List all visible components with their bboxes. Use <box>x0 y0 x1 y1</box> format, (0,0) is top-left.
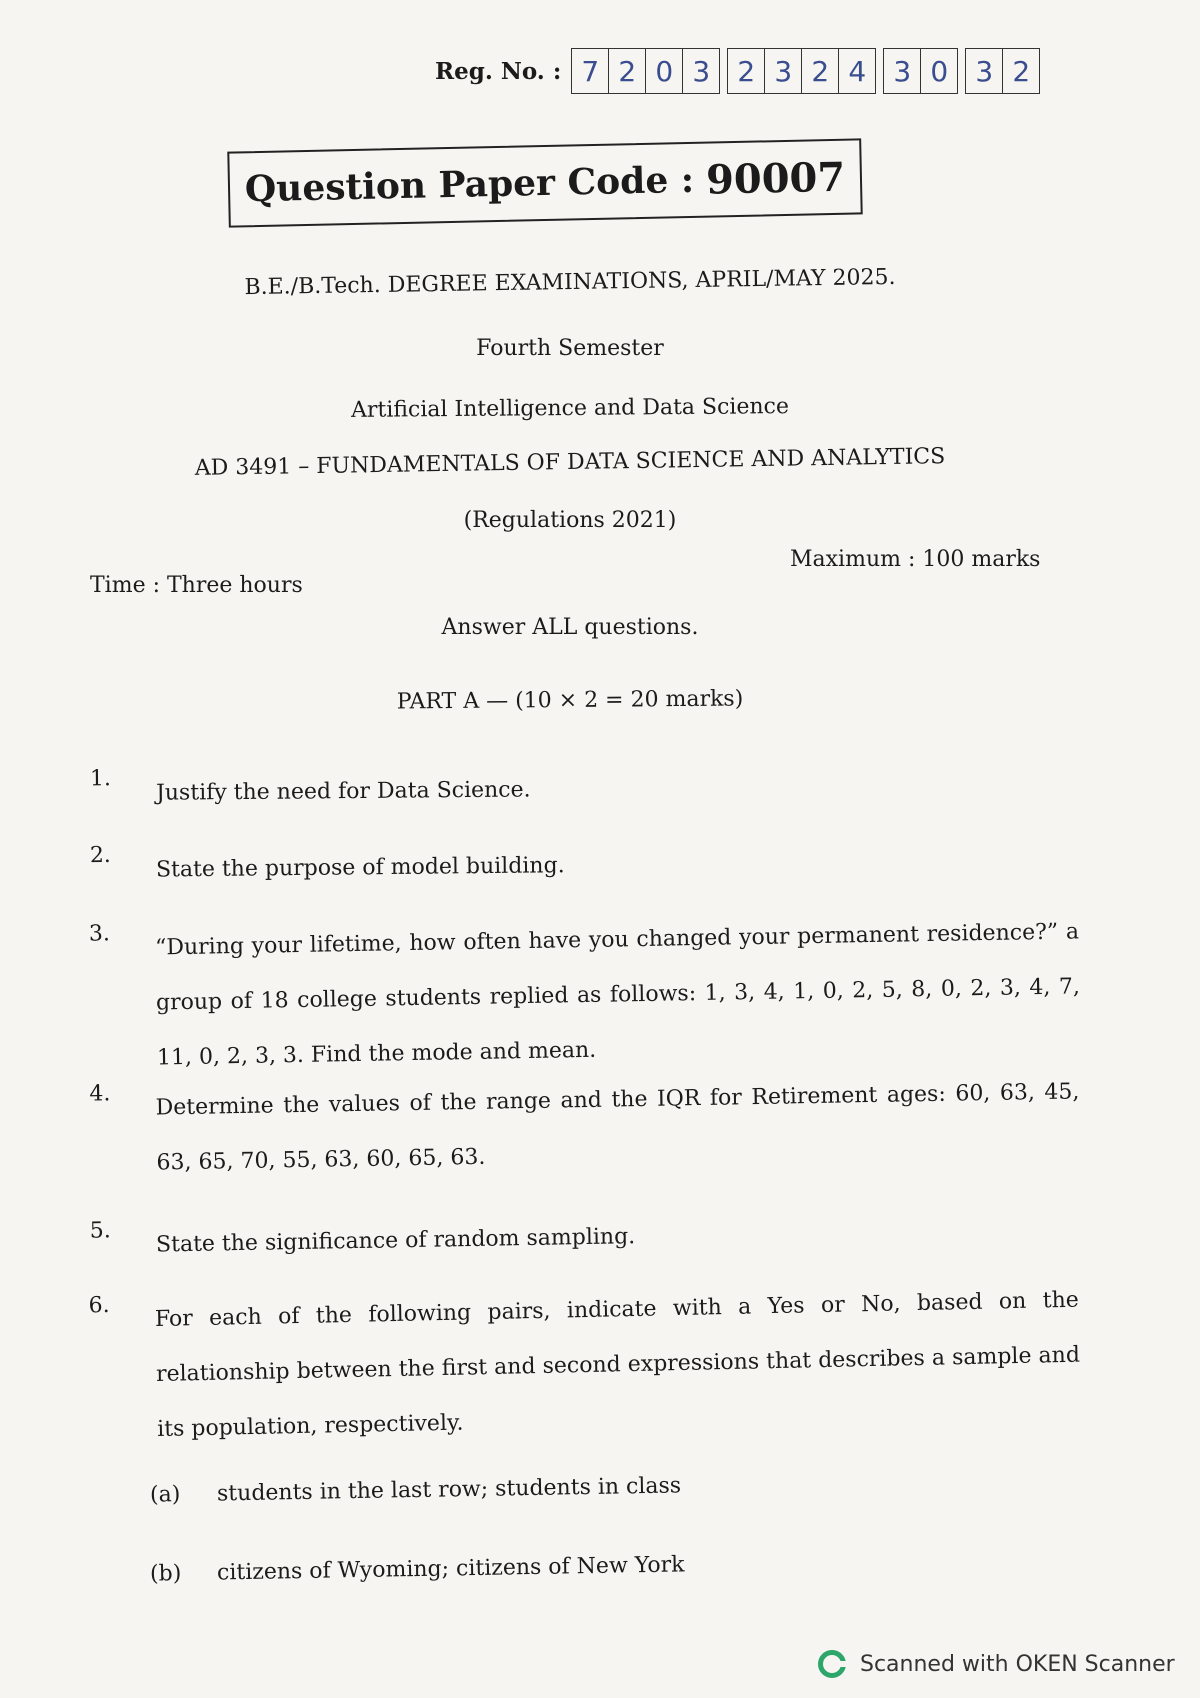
part-heading: PART A — (10 × 2 = 20 marks) <box>396 686 744 715</box>
reg-no-label: Reg. No. : <box>435 57 562 85</box>
reg-no-boxes <box>571 48 1039 94</box>
question <box>88 1273 1081 1459</box>
reg-digit: 2 <box>801 48 839 94</box>
reg-digit: 3 <box>764 48 802 94</box>
reg-digit: 2 <box>727 48 765 94</box>
reg-digit: 0 <box>645 48 683 94</box>
question-text: State the purpose of model building. <box>155 853 565 883</box>
question-number: 3. <box>88 921 111 947</box>
question-text: Determine the values of the range and the IQR for Retirement ages: 60, 63, 45, 63, 65, 70, 55, 63, 60, 65, 63. <box>155 1079 1080 1176</box>
question-number: 2. <box>89 842 111 869</box>
question <box>90 758 1080 822</box>
subject: AD 3491 – FUNDAMENTALS OF DATA SCIENCE AND ANALYTICS <box>194 444 946 481</box>
reg-digit: 2 <box>608 48 646 94</box>
subpart-text: students in the last row; students in class <box>216 1473 682 1507</box>
subpart <box>150 1552 685 1586</box>
subpart-text: citizens of Wyoming; citizens of New York <box>216 1552 685 1586</box>
time: Time : Three hours <box>90 573 303 598</box>
reg-digit: 3 <box>682 48 720 94</box>
instruction: Answer ALL questions. <box>441 615 699 640</box>
exam-title: B.E./B.Tech. DEGREE EXAMINATIONS, APRIL/MAY 2025. <box>244 264 896 301</box>
reg-digit: 2 <box>1002 48 1040 94</box>
scanner-logo-icon <box>818 1650 846 1678</box>
reg-digit: 4 <box>838 48 876 94</box>
branch: Artificial Intelligence and Data Science <box>350 394 790 423</box>
question-text: State the significance of random sampling. <box>155 1224 636 1258</box>
question-number: 5. <box>89 1218 112 1244</box>
semester: Fourth Semester <box>476 336 664 361</box>
scanner-watermark <box>818 1650 1175 1678</box>
subpart-label: (a) <box>149 1482 181 1508</box>
maximum-marks: Maximum : 100 marks <box>790 547 1041 572</box>
question <box>90 833 1081 898</box>
subpart-label: (b) <box>149 1561 182 1587</box>
question-paper-code <box>227 138 862 227</box>
subpart <box>150 1473 681 1507</box>
code-value: 90007 <box>705 153 846 204</box>
question-number: 4. <box>89 1081 111 1107</box>
question <box>89 1064 1081 1191</box>
reg-digit: 3 <box>883 48 921 94</box>
question-number: 1. <box>89 766 111 792</box>
question-text: “During your lifetime, how often have you changed your permanent residence?” a group of 18 college students replied as follows: 1, 3, 4, 1, 0, 2, 5, 8, 0, 2, 3, 4, 7, 11, 0, 2, 3, 3. Find the mode and mean. <box>154 919 1081 1071</box>
regulations: (Regulations 2021) <box>463 508 677 533</box>
question <box>89 904 1082 1086</box>
question-text: Justify the need for Data Science. <box>155 777 531 806</box>
reg-digit: 0 <box>920 48 958 94</box>
code-label: Question Paper Code : <box>244 158 695 211</box>
question-text: For each of the following pairs, indicate with a Yes or No, based on the relationship between the first and second expressions that describes a sample and its population, respectively. <box>154 1287 1081 1442</box>
question <box>90 1201 1081 1273</box>
reg-digit: 3 <box>965 48 1003 94</box>
question-number: 6. <box>88 1292 110 1319</box>
reg-digit: 7 <box>571 48 609 94</box>
reg-no <box>435 48 1039 94</box>
scanner-text: Scanned with OKEN Scanner <box>860 1651 1175 1677</box>
